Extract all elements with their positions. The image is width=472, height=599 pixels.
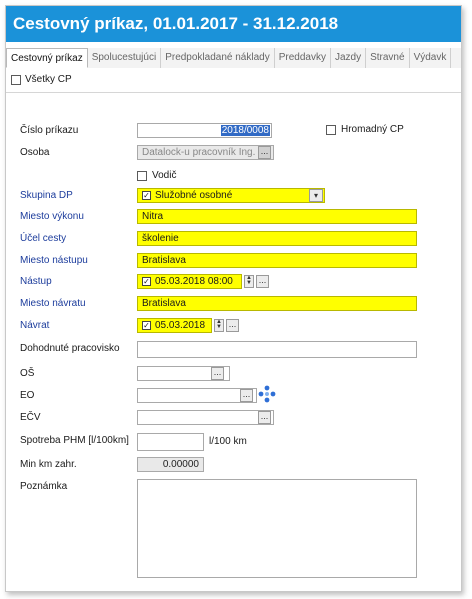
- ecv-label: EČV: [20, 412, 41, 423]
- fuel-consumption-field[interactable]: [137, 433, 204, 451]
- return-place-field[interactable]: Bratislava: [137, 296, 417, 311]
- return-spinner[interactable]: [214, 319, 224, 332]
- tab-predpokladane-naklady[interactable]: Predpokladané náklady: [161, 48, 275, 68]
- os-label: OŠ: [20, 368, 35, 379]
- spin-up-icon[interactable]: ▲: [216, 319, 222, 325]
- trip-group-value: Služobné osobné: [155, 190, 233, 201]
- bulk-cp-label: Hromadný CP: [341, 124, 404, 135]
- start-calendar-button[interactable]: ...: [256, 275, 269, 288]
- tab-preddavky[interactable]: Preddavky: [275, 48, 331, 68]
- start-datetime-field[interactable]: [137, 274, 242, 289]
- work-place-label: Miesto výkonu: [20, 211, 84, 222]
- tab-jazdy[interactable]: Jazdy: [331, 48, 366, 68]
- trip-purpose-field[interactable]: školenie: [137, 231, 417, 246]
- return-label: Návrat: [20, 320, 50, 331]
- spin-down-icon[interactable]: ▼: [216, 324, 222, 330]
- tab-vydavky[interactable]: Výdavk: [410, 48, 452, 68]
- start-datetime-value: 05.03.2018 08:00: [155, 276, 233, 287]
- return-check-icon: ✓: [143, 320, 150, 330]
- min-km-abroad-field[interactable]: 0.00000: [137, 457, 204, 472]
- person-value: Datalock-u pracovník Ing.: [142, 147, 256, 158]
- spin-up-icon[interactable]: ▲: [246, 275, 252, 281]
- trip-purpose-label: Účel cesty: [20, 233, 67, 244]
- all-cp-label: Všetky CP: [25, 74, 72, 85]
- person-label: Osoba: [20, 147, 50, 158]
- bulk-cp-checkbox[interactable]: [326, 125, 336, 135]
- start-label: Nástup: [20, 276, 52, 287]
- all-cp-checkbox[interactable]: [11, 75, 21, 85]
- start-place-label: Miesto nástupu: [20, 255, 88, 266]
- start-spinner[interactable]: [244, 275, 254, 288]
- note-label: Poznámka: [20, 481, 68, 492]
- order-number-label: Číslo príkazu: [20, 125, 79, 136]
- trip-group-select[interactable]: [137, 188, 325, 203]
- order-number-field[interactable]: [137, 123, 272, 138]
- tab-bar: [6, 48, 461, 69]
- chevron-down-icon[interactable]: ▾: [309, 189, 323, 202]
- tab-cestovny-prikaz[interactable]: Cestovný príkaz: [6, 48, 88, 68]
- person-field[interactable]: [137, 145, 274, 160]
- person-lookup-button[interactable]: ...: [258, 146, 271, 159]
- start-place-field[interactable]: Bratislava: [137, 253, 417, 268]
- eo-lookup-button[interactable]: ...: [240, 389, 253, 402]
- eo-label: EO: [20, 390, 35, 401]
- return-place-label: Miesto návratu: [20, 298, 86, 309]
- travel-order-window: [5, 5, 462, 592]
- filter-toolbar: [6, 68, 461, 93]
- return-date-field[interactable]: [137, 318, 212, 333]
- note-textarea[interactable]: [137, 479, 417, 578]
- trip-group-label: Skupina DP: [20, 190, 73, 201]
- order-number-value: 2018/0008: [221, 125, 269, 136]
- min-km-abroad-label: Min km zahr.: [20, 459, 77, 470]
- work-place-field[interactable]: Nitra: [137, 209, 417, 224]
- ecv-field[interactable]: [137, 410, 274, 425]
- trip-group-check-icon: ✓: [143, 190, 150, 200]
- fuel-consumption-label: Spotreba PHM [l/100km]: [20, 435, 129, 446]
- fuel-consumption-unit: l/100 km: [209, 436, 247, 447]
- tab-stravne[interactable]: Stravné: [366, 48, 409, 68]
- window-title: Cestovný príkaz, 01.01.2017 - 31.12.2018: [6, 6, 461, 42]
- driver-label: Vodič: [152, 170, 177, 181]
- tab-spolucestujuci[interactable]: Spolucestujúci: [88, 48, 161, 68]
- return-calendar-button[interactable]: ...: [226, 319, 239, 332]
- spin-down-icon[interactable]: ▼: [246, 280, 252, 286]
- org-structure-icon[interactable]: [258, 385, 276, 403]
- ecv-lookup-button[interactable]: ...: [258, 411, 271, 424]
- eo-field[interactable]: [137, 388, 257, 403]
- agreed-workplace-label: Dohodnuté pracovisko: [20, 343, 120, 354]
- driver-checkbox[interactable]: [137, 171, 147, 181]
- start-check-icon: ✓: [143, 276, 150, 286]
- agreed-workplace-field[interactable]: [137, 341, 417, 358]
- os-lookup-button[interactable]: ...: [211, 367, 224, 380]
- return-date-value: 05.03.2018: [155, 320, 206, 331]
